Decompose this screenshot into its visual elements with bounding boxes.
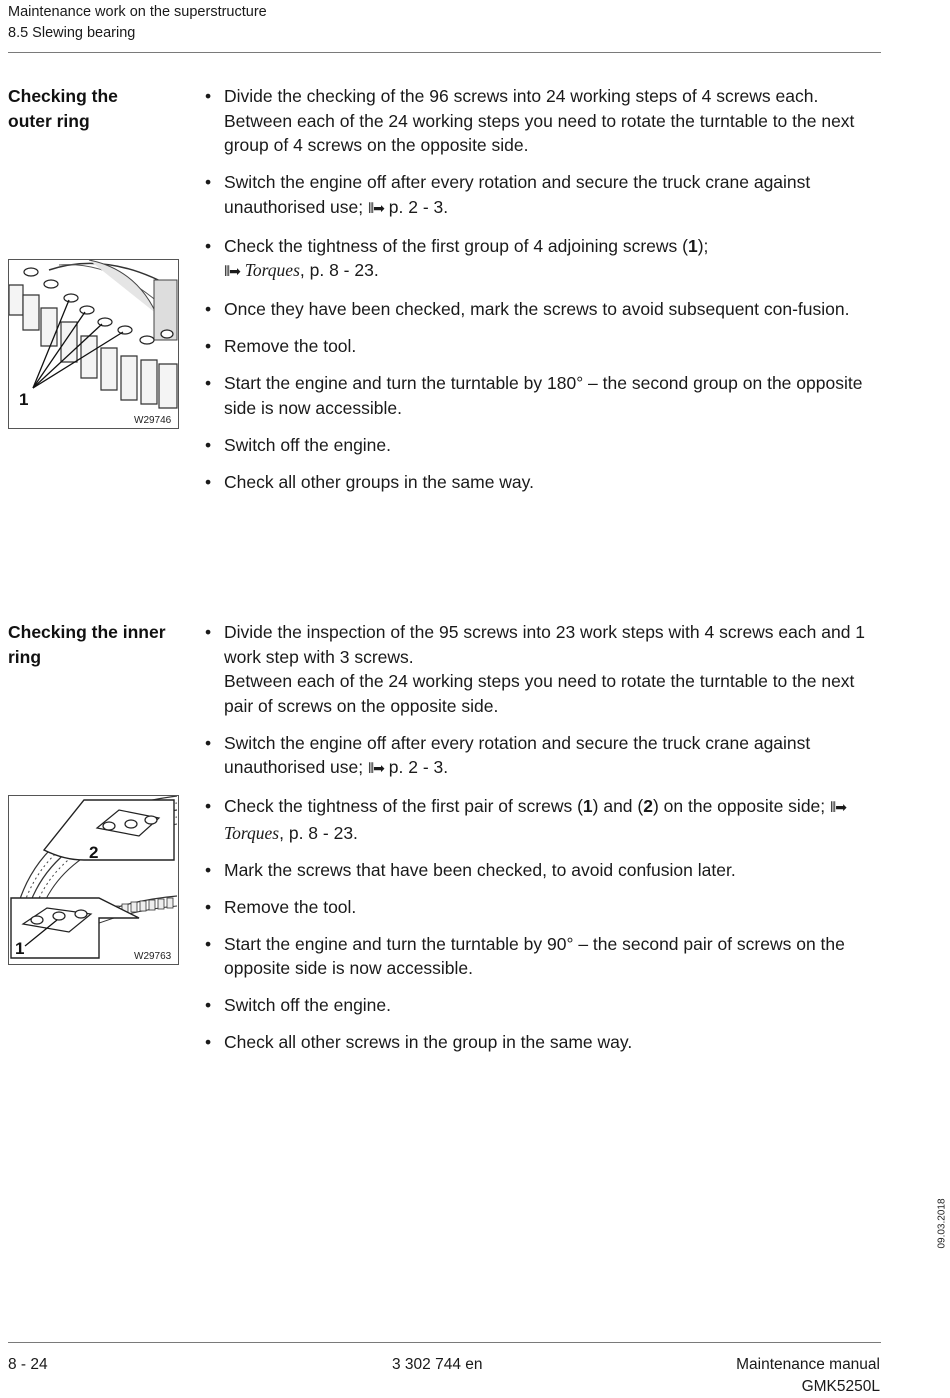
bullet: • [205,732,212,753]
list-item [203,1030,888,1055]
inner-figure-callout-2: 2 [89,843,99,862]
bullet: • [205,1032,212,1052]
inner-ring-steps [203,620,888,1067]
inner-ring-heading-line1: Checking the inner [8,622,166,642]
list-item [203,620,888,718]
manual-title [736,1354,880,1398]
callout-number: 2 [643,796,653,816]
inner-ring-figure [8,795,179,965]
bullet: • [205,434,212,455]
callout-number: 1 [582,796,593,816]
bullet: • [205,933,212,954]
page-reference-link[interactable]: p. 2 - 3. [388,757,449,777]
step-text: Switch the engine off after every rotation and secure the truck crane against unauthorised use; [224,732,811,777]
header-divider [8,52,881,53]
bullet: • [205,299,212,319]
list-item [203,895,888,920]
outer-figure-callout: 1 [19,390,29,409]
bullet: • [205,622,212,642]
step-text: Remove the tool. [224,336,357,356]
bullet: • [205,373,212,393]
step-text: Check the tightness of the first group of 4 adjoining screws ( [224,235,688,256]
list-item [203,334,888,359]
reference-arrow-icon: ⦀➡ [224,264,240,280]
bullet: • [205,172,212,192]
step-text: ) on the opposite side; [652,796,826,816]
inner-figure-code: W29763 [134,951,172,962]
page-number: 8 - 24 [8,1356,48,1373]
step-text: Remove the tool. [224,896,357,917]
list-item [203,794,888,845]
step-text: Switch off the engine. [224,434,392,455]
bullet: • [205,896,212,917]
list-item [203,993,888,1018]
revision-date: 09.03.2018 [936,1198,948,1249]
outer-figure-code: W29746 [134,415,172,426]
bullet: • [205,86,212,106]
step-text: Switch the engine off after every rotation and secure the truck crane against unauthorised use; [224,172,811,217]
list-item [203,170,888,221]
inner-ring-heading [8,620,188,669]
chapter-title: Maintenance work on the superstructure [8,4,267,20]
list-item [203,932,888,981]
step-text: Between each of the 24 working steps you need to rotate the turntable to the next group of 4 screws on the opposite side. [224,110,855,155]
manual-model: GMK5250L [801,1378,880,1395]
list-item [203,470,888,495]
bullet: • [205,235,212,256]
outer-ring-heading-line1: Checking the [8,86,118,106]
step-text: Divide the checking of the 96 screws into 24 working steps of 4 screws each. [224,86,819,106]
page-reference-link[interactable]: p. 2 - 3. [388,196,449,217]
bullet: • [205,336,212,356]
outer-ring-heading [8,84,188,133]
step-text: Check all other groups in the same way. [224,471,534,492]
manual-title-line1: Maintenance manual [736,1356,880,1373]
outer-ring-illustration [9,260,178,428]
outer-ring-figure [8,259,179,429]
document-number: 3 302 744 en [392,1356,483,1373]
reference-arrow-icon: ⦀➡ [368,761,384,777]
list-item [203,433,888,458]
page-reference: , p. 8 - 23. [279,822,358,843]
page-reference: , p. 8 - 23. [299,260,379,280]
section-title: 8.5 Slewing bearing [8,25,136,41]
step-text: Start the engine and turn the turntable by 180° – the second group on the opposite side is now accessible. [224,373,863,418]
list-item [203,858,888,883]
footer-divider [8,1342,881,1343]
bullet: • [205,995,212,1015]
bullet: • [205,796,212,816]
list-item [203,731,888,782]
step-text: ); [697,235,709,256]
outer-ring-steps [203,84,888,507]
inner-ring-heading-line2: ring [8,646,42,667]
callout-number: 1 [688,235,698,256]
torques-reference-link[interactable]: Torques [244,260,300,280]
list-item [203,297,888,322]
list-item [203,371,888,420]
step-text: Start the engine and turn the turntable by 90° – the second pair of screws on the opposite side is now accessible. [224,933,845,978]
outer-ring-heading-line2: outer ring [8,110,90,131]
list-item [203,84,888,158]
step-text: Once they have been checked, mark the screws to avoid subsequent con-fusion. [224,299,850,319]
step-text: ) and ( [592,796,644,816]
list-item [203,234,888,285]
bullet: • [205,859,212,880]
step-text: Switch off the engine. [224,995,392,1015]
step-text: Mark the screws that have been checked, to avoid confusion later. [224,859,736,880]
step-text: Check all other screws in the group in the same way. [224,1032,633,1052]
step-text: Divide the inspection of the 95 screws into 23 work steps with 4 screws each and 1 work step with 3 screws. [224,622,866,667]
torques-reference-link[interactable]: Torques [224,822,280,843]
reference-arrow-icon: ⦀➡ [830,800,846,816]
step-text: Check the tightness of the first pair of screws ( [224,796,583,816]
step-text: Between each of the 24 working steps you need to rotate the turntable to the next pair of screws on the opposite side. [224,671,855,716]
bullet: • [205,471,212,492]
inner-ring-illustration [9,796,178,964]
reference-arrow-icon: ⦀➡ [368,200,384,217]
inner-figure-callout-1: 1 [15,939,25,958]
